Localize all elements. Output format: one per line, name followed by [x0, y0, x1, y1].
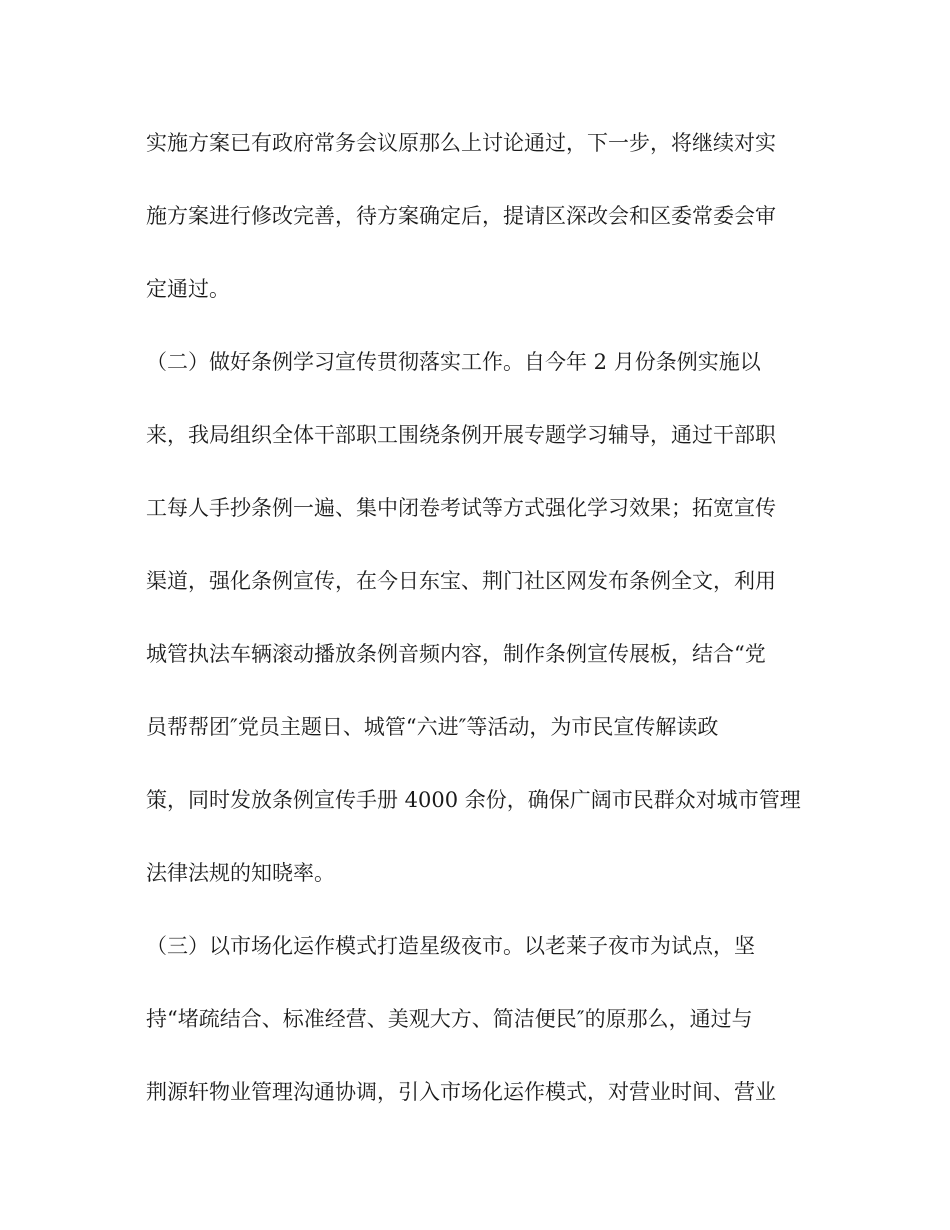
paragraph-line: 施方案进行修改完善，待方案确定后，提请区深改会和区委常委会审: [146, 204, 776, 228]
paragraph-line: 实施方案已有政府常务会议原那么上讨论通过，下一步，将继续对实: [146, 131, 776, 155]
paragraph-line: 渠道，强化条例宣传，在今日东宝、荆门社区网发布条例全文，利用: [146, 569, 776, 593]
paragraph-line: 来，我局组织全体干部职工围绕条例开展专题学习辅导，通过干部职: [146, 423, 776, 447]
section-heading-line: （三）以市场化运作模式打造星级夜市。以老莱子夜市为试点，坚: [146, 934, 755, 958]
paragraph-line: 员帮帮团″党员主题日、城管“六进″等活动，为市民宣传解读政: [146, 715, 719, 739]
paragraph-line: 法律法规的知晓率。: [146, 861, 335, 885]
paragraph-line: 荆源轩物业管理沟通协调，引入市场化运作模式，对营业时间、营业: [146, 1080, 776, 1104]
paragraph-line: 城管执法车辆滚动播放条例音频内容，制作条例宣传展板，结合“党: [146, 642, 766, 666]
section-heading-line: （二）做好条例学习宣传贯彻落实工作。自今年 2 月份条例实施以: [146, 350, 761, 374]
paragraph-line: 策，同时发放条例宣传手册 4000 余份，确保广阔市民群众对城市管理: [146, 788, 801, 812]
paragraph-line: 定通过。: [146, 277, 230, 301]
paragraph-line: 持“堵疏结合、标准经营、美观大方、简洁便民″的原那么，通过与: [146, 1007, 753, 1031]
paragraph-line: 工每人手抄条例一遍、集中闭卷考试等方式强化学习效果；拓宽宣传: [146, 496, 776, 520]
